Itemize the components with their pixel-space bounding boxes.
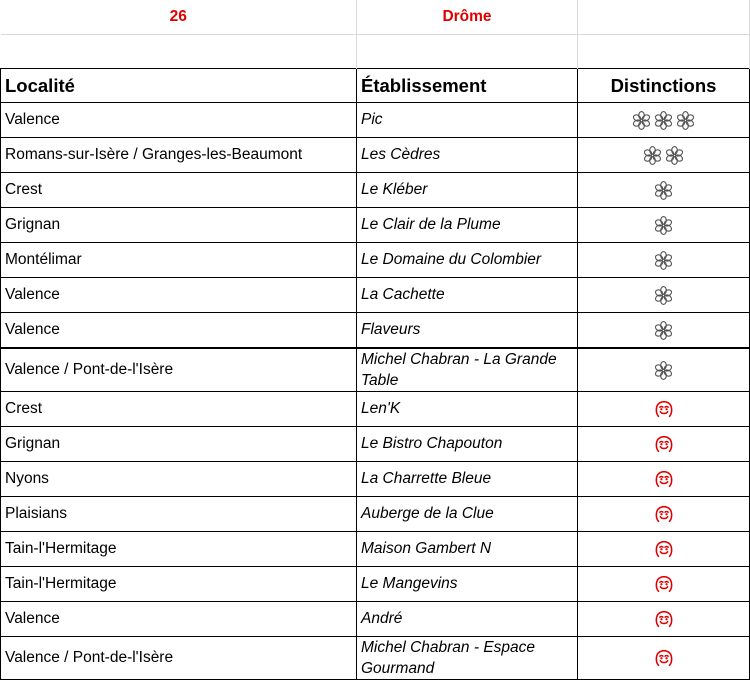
distinction-cell[interactable] [578, 313, 750, 349]
establishment-cell[interactable]: Flaveurs [357, 313, 578, 349]
distinction-cell[interactable] [578, 602, 750, 637]
table-row [1, 532, 750, 567]
establishment-cell[interactable]: Le Clair de la Plume [357, 208, 578, 243]
table-row [1, 138, 750, 173]
michelin-stars [653, 250, 674, 271]
bib-gourmand-icon [653, 433, 675, 455]
bib-gourmand-icon [653, 468, 675, 490]
table-row [1, 637, 750, 680]
distinctions-header[interactable]: Distinctions [578, 69, 750, 103]
distinction-cell[interactable] [578, 462, 750, 497]
michelin-stars [653, 215, 674, 236]
table-row [1, 348, 750, 392]
establishment-cell[interactable]: La Cachette [357, 278, 578, 313]
distinction-cell[interactable] [578, 567, 750, 602]
locality-cell[interactable]: Valence [1, 313, 357, 349]
table-row [1, 173, 750, 208]
michelin-stars [631, 110, 696, 131]
bib-gourmand-icon [653, 398, 675, 420]
department-number-cell[interactable]: 26 [1, 0, 357, 35]
locality-cell[interactable]: Valence / Pont-de-l'Isère [1, 348, 357, 392]
locality-cell[interactable]: Tain-l'Hermitage [1, 567, 357, 602]
blank-row [1, 35, 750, 69]
table-row [1, 462, 750, 497]
table-row [1, 103, 750, 138]
locality-cell[interactable]: Romans-sur-Isère / Granges-les-Beaumont [1, 138, 357, 173]
michelin-star-icon [653, 180, 674, 201]
table-row [1, 392, 750, 427]
locality-cell[interactable]: Valence [1, 278, 357, 313]
michelin-star-icon [664, 145, 685, 166]
michelin-star-icon [642, 145, 663, 166]
table-row [1, 313, 750, 349]
michelin-star-icon [653, 285, 674, 306]
empty-cell[interactable] [1, 35, 357, 69]
distinction-cell[interactable] [578, 278, 750, 313]
michelin-star-icon [653, 110, 674, 131]
establishment-cell[interactable]: Le Bistro Chapouton [357, 427, 578, 462]
locality-cell[interactable]: Crest [1, 392, 357, 427]
establishment-cell[interactable]: La Charrette Bleue [357, 462, 578, 497]
michelin-star-icon [631, 110, 652, 131]
bib-gourmand-icon [653, 647, 675, 669]
locality-cell[interactable]: Plaisians [1, 497, 357, 532]
distinction-cell[interactable] [578, 138, 750, 173]
establishment-cell[interactable]: Len'K [357, 392, 578, 427]
michelin-star-icon [653, 250, 674, 271]
michelin-stars [653, 320, 674, 341]
distinction-cell[interactable] [578, 348, 750, 392]
empty-cell[interactable] [578, 0, 750, 35]
michelin-star-icon [653, 320, 674, 341]
establishment-cell[interactable]: Maison Gambert N [357, 532, 578, 567]
michelin-stars [653, 285, 674, 306]
locality-cell[interactable]: Crest [1, 173, 357, 208]
table-row [1, 497, 750, 532]
michelin-star-icon [653, 360, 674, 381]
michelin-star-icon [675, 110, 696, 131]
establishment-cell[interactable]: Pic [357, 103, 578, 138]
establishment-cell[interactable]: Michel Chabran - Espace Gourmand [357, 637, 578, 680]
establishment-cell[interactable]: Le Mangevins [357, 567, 578, 602]
locality-cell[interactable]: Nyons [1, 462, 357, 497]
establishment-cell[interactable]: Les Cèdres [357, 138, 578, 173]
michelin-star-icon [653, 215, 674, 236]
table-row [1, 567, 750, 602]
locality-cell[interactable]: Valence [1, 602, 357, 637]
establishment-cell[interactable]: André [357, 602, 578, 637]
distinction-cell[interactable] [578, 392, 750, 427]
establishment-cell[interactable]: Auberge de la Clue [357, 497, 578, 532]
table-row [1, 243, 750, 278]
table-row [1, 602, 750, 637]
michelin-stars [653, 180, 674, 201]
distinction-cell[interactable] [578, 637, 750, 680]
locality-cell[interactable]: Montélimar [1, 243, 357, 278]
locality-cell[interactable]: Valence [1, 103, 357, 138]
department-name-cell[interactable]: Drôme [357, 0, 578, 35]
establishment-cell[interactable]: Le Domaine du Colombier [357, 243, 578, 278]
bib-gourmand-icon [653, 608, 675, 630]
establishment-cell[interactable]: Michel Chabran - La Grande Table [357, 348, 578, 392]
locality-header[interactable]: Localité [1, 69, 357, 103]
bib-gourmand-icon [653, 538, 675, 560]
locality-cell[interactable]: Grignan [1, 208, 357, 243]
table-row [1, 278, 750, 313]
empty-cell[interactable] [578, 35, 750, 69]
locality-cell[interactable]: Valence / Pont-de-l'Isère [1, 637, 357, 680]
establishment-cell[interactable]: Le Kléber [357, 173, 578, 208]
bib-gourmand-icon [653, 503, 675, 525]
empty-cell[interactable] [357, 35, 578, 69]
title-row [1, 0, 750, 35]
distinction-cell[interactable] [578, 173, 750, 208]
table-row [1, 427, 750, 462]
locality-cell[interactable]: Grignan [1, 427, 357, 462]
establishment-header[interactable]: Établissement [357, 69, 578, 103]
distinction-cell[interactable] [578, 497, 750, 532]
distinction-cell[interactable] [578, 208, 750, 243]
michelin-stars [642, 145, 685, 166]
distinction-cell[interactable] [578, 427, 750, 462]
distinction-cell[interactable] [578, 243, 750, 278]
distinction-cell[interactable] [578, 103, 750, 138]
distinction-cell[interactable] [578, 532, 750, 567]
table-row [1, 208, 750, 243]
michelin-stars [653, 360, 674, 381]
bib-gourmand-icon [653, 573, 675, 595]
locality-cell[interactable]: Tain-l'Hermitage [1, 532, 357, 567]
header-row [1, 69, 750, 103]
